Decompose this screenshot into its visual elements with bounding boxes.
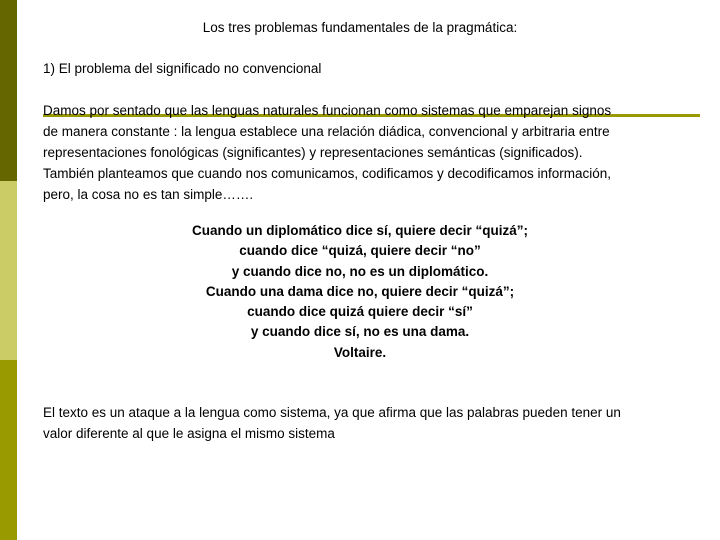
paragraph-line: valor diferente al que le asigna el mismo sistema — [43, 426, 335, 441]
paragraph-line: Damos por sentado que las lenguas naturales funcionan como sistemas que emparejan signos — [43, 103, 612, 118]
quote-line: Cuando un diplomático dice sí, quiere decir “quizá”; — [191, 223, 529, 238]
section-heading: 1) El problema del significado no convencional — [43, 61, 322, 76]
paragraph-line: pero, la cosa no es tan simple……. — [43, 187, 254, 202]
quote-line: cuando dice quizá quiere decir “sí” — [247, 304, 473, 320]
quote-line: y cuando dice no, no es un diplomático. — [231, 263, 489, 279]
paragraph-intro — [43, 100, 683, 205]
paragraph-conclusion — [43, 402, 683, 444]
slide-title: Los tres problemas fundamentales de la pragmática: — [202, 20, 518, 35]
quote-line: Cuando una dama dice no, quiere decir “quizá”; — [205, 283, 515, 299]
decorative-bar-bottom — [0, 360, 17, 540]
quote-line: cuando dice “quizá, quiere decir “no” — [239, 243, 481, 259]
quote-author: Voltaire. — [333, 344, 387, 360]
quote-line: y cuando dice sí, no es una dama. — [250, 324, 470, 340]
paragraph-line: También planteamos que cuando nos comunicamos, codificamos y decodificamos información, — [43, 166, 612, 181]
paragraph-line: El texto es un ataque a la lengua como sistema, ya que afirma que las palabras pueden tener un — [43, 405, 621, 420]
paragraph-line: representaciones fonológicas (significantes) y representaciones semánticas (significados). — [43, 145, 583, 160]
quote-block — [0, 221, 720, 363]
paragraph-line: de manera constante : la lengua establece una relación diádica, convencional y arbitraria entre — [43, 124, 610, 139]
